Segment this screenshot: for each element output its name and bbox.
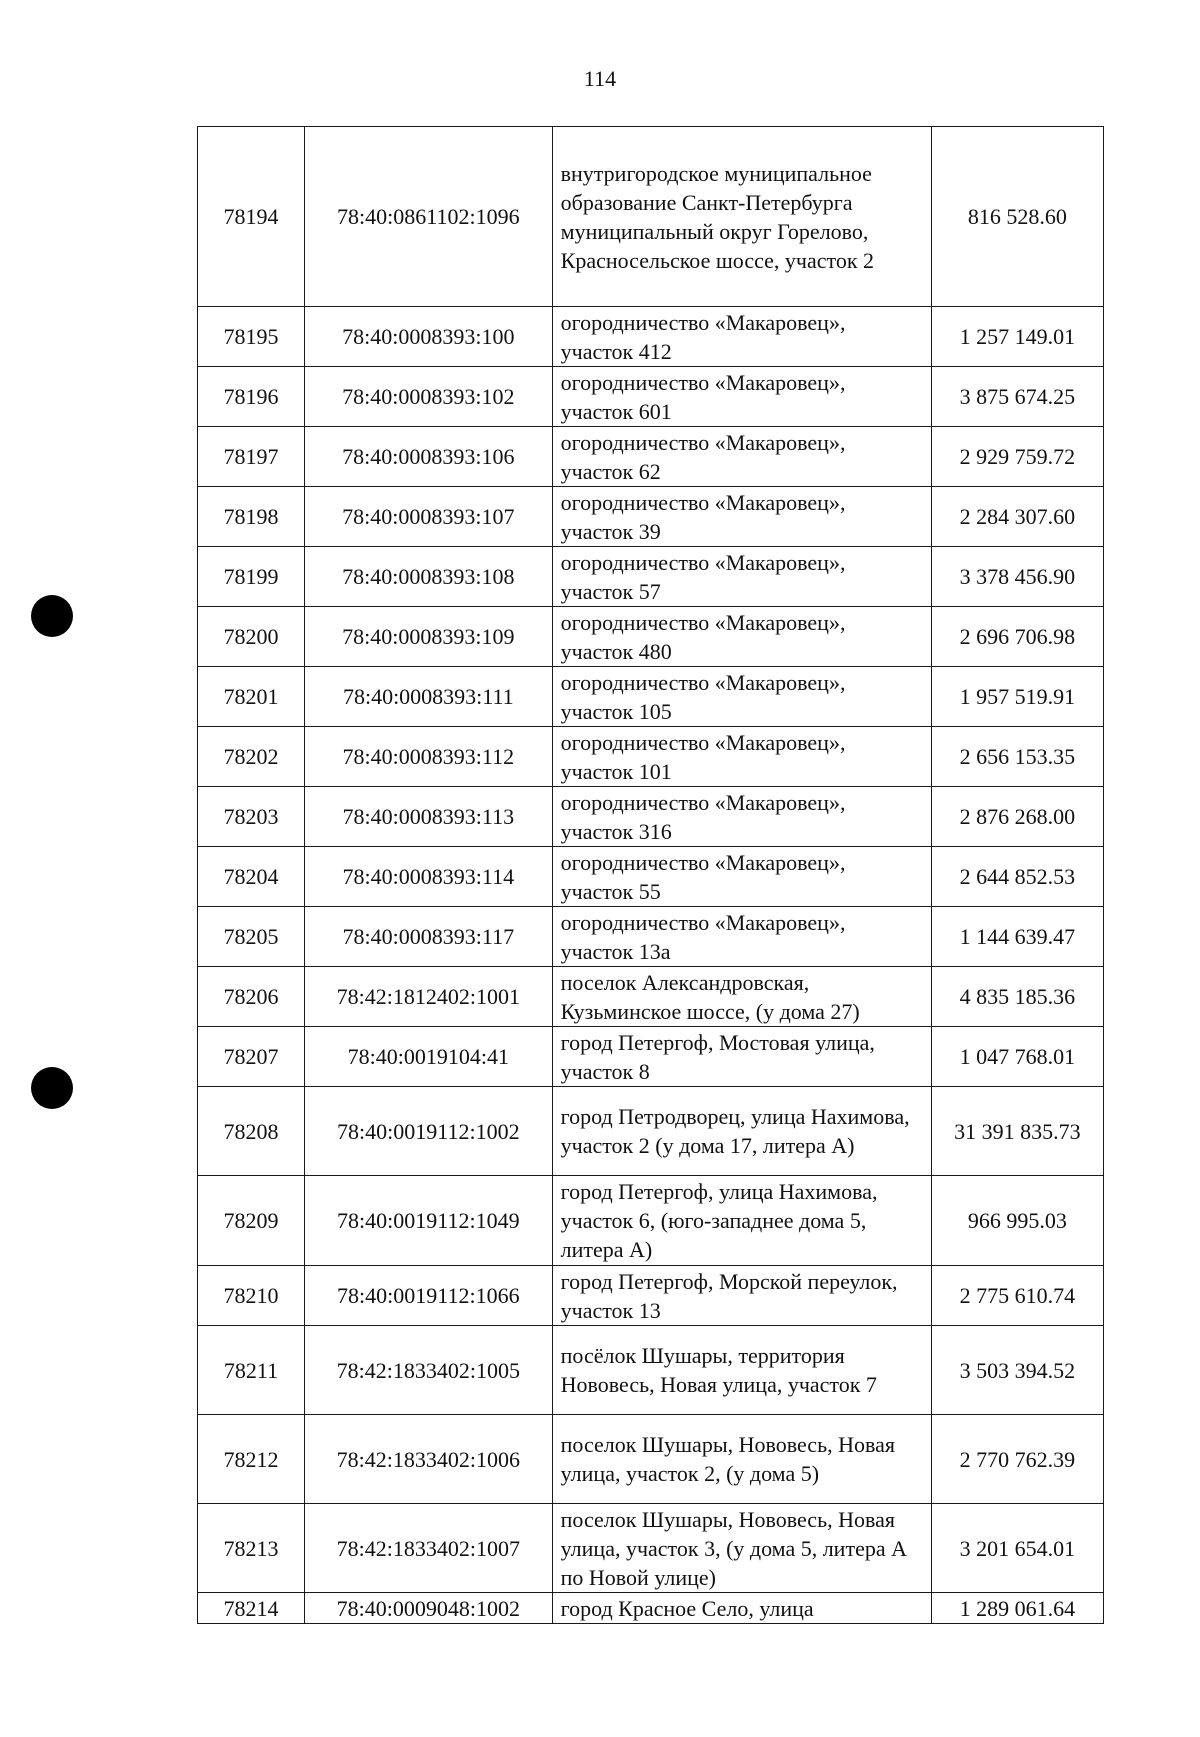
address-cell: огородничество «Макаровец», участок 105 [552, 667, 931, 727]
row-id-cell: 78212 [198, 1415, 305, 1504]
cadastral-number-cell: 78:40:0008393:111 [305, 667, 553, 727]
table-row [198, 307, 1104, 367]
cadastral-number-cell: 78:40:0008393:108 [305, 547, 553, 607]
table-row [198, 907, 1104, 967]
table-row [198, 1176, 1104, 1266]
table-row [198, 547, 1104, 607]
cadastral-number-cell: 78:40:0019112:1002 [305, 1087, 553, 1176]
row-id-cell: 78194 [198, 127, 305, 307]
value-cell: 31 391 835.73 [931, 1087, 1103, 1176]
row-id-cell: 78198 [198, 487, 305, 547]
cadastral-number-cell: 78:40:0008393:102 [305, 367, 553, 427]
value-cell: 2 929 759.72 [931, 427, 1103, 487]
address-cell: город Петродворец, улица Нахимова, участок 2 (у дома 17, литера А) [552, 1087, 931, 1176]
cadastral-number-cell: 78:42:1833402:1007 [305, 1504, 553, 1593]
value-cell: 2 770 762.39 [931, 1415, 1103, 1504]
value-cell: 1 047 768.01 [931, 1027, 1103, 1087]
row-id-cell: 78204 [198, 847, 305, 907]
address-cell: огородничество «Макаровец», участок 480 [552, 607, 931, 667]
value-cell: 2 876 268.00 [931, 787, 1103, 847]
value-cell: 3 378 456.90 [931, 547, 1103, 607]
value-cell: 1 144 639.47 [931, 907, 1103, 967]
registry-table-body [198, 127, 1104, 1624]
table-row [198, 367, 1104, 427]
table-row [198, 127, 1104, 307]
address-cell: внутригородское муниципальное образование Санкт-Петербурга муниципальный округ Горелово, Красносельское шоссе, участок 2 [552, 127, 931, 307]
table-row [198, 1266, 1104, 1326]
address-cell: поселок Шушары, Нововесь, Новая улица, участок 2, (у дома 5) [552, 1415, 931, 1504]
table-row [198, 487, 1104, 547]
row-id-cell: 78196 [198, 367, 305, 427]
cadastral-number-cell: 78:40:0009048:1002 [305, 1593, 553, 1624]
address-cell: город Петергоф, улица Нахимова, участок 6, (юго-западнее дома 5, литера А) [552, 1176, 931, 1266]
row-id-cell: 78210 [198, 1266, 305, 1326]
table-row [198, 1326, 1104, 1415]
value-cell: 2 696 706.98 [931, 607, 1103, 667]
table-row [198, 607, 1104, 667]
table-row [198, 1504, 1104, 1593]
cadastral-number-cell: 78:40:0008393:109 [305, 607, 553, 667]
address-cell: город Петергоф, Мостовая улица, участок 8 [552, 1027, 931, 1087]
table-row [198, 967, 1104, 1027]
registry-table [197, 126, 1104, 1624]
address-cell: огородничество «Макаровец», участок 57 [552, 547, 931, 607]
row-id-cell: 78208 [198, 1087, 305, 1176]
cadastral-number-cell: 78:40:0008393:113 [305, 787, 553, 847]
value-cell: 2 656 153.35 [931, 727, 1103, 787]
cadastral-number-cell: 78:40:0008393:112 [305, 727, 553, 787]
table-row [198, 1087, 1104, 1176]
value-cell: 1 289 061.64 [931, 1593, 1103, 1624]
row-id-cell: 78199 [198, 547, 305, 607]
address-cell: огородничество «Макаровец», участок 55 [552, 847, 931, 907]
page-number: 114 [583, 66, 617, 91]
table-row [198, 1027, 1104, 1087]
row-id-cell: 78213 [198, 1504, 305, 1593]
address-cell: посёлок Шушары, территория Нововесь, Новая улица, участок 7 [552, 1326, 931, 1415]
value-cell: 816 528.60 [931, 127, 1103, 307]
table-row [198, 1415, 1104, 1504]
row-id-cell: 78201 [198, 667, 305, 727]
table-row [198, 787, 1104, 847]
table-row [198, 1593, 1104, 1624]
row-id-cell: 78209 [198, 1176, 305, 1266]
cadastral-number-cell: 78:40:0008393:117 [305, 907, 553, 967]
row-id-cell: 78206 [198, 967, 305, 1027]
table-row [198, 667, 1104, 727]
address-cell: огородничество «Макаровец», участок 62 [552, 427, 931, 487]
address-cell: огородничество «Макаровец», участок 13а [552, 907, 931, 967]
punch-hole-bottom [31, 1067, 73, 1109]
address-cell: огородничество «Макаровец», участок 601 [552, 367, 931, 427]
value-cell: 2 284 307.60 [931, 487, 1103, 547]
table-row [198, 727, 1104, 787]
row-id-cell: 78207 [198, 1027, 305, 1087]
row-id-cell: 78203 [198, 787, 305, 847]
punch-hole-top [31, 595, 73, 637]
value-cell: 1 957 519.91 [931, 667, 1103, 727]
value-cell: 3 503 394.52 [931, 1326, 1103, 1415]
value-cell: 4 835 185.36 [931, 967, 1103, 1027]
row-id-cell: 78200 [198, 607, 305, 667]
row-id-cell: 78211 [198, 1326, 305, 1415]
address-cell: огородничество «Макаровец», участок 39 [552, 487, 931, 547]
value-cell: 2 644 852.53 [931, 847, 1103, 907]
table-row [198, 427, 1104, 487]
value-cell: 2 775 610.74 [931, 1266, 1103, 1326]
cadastral-number-cell: 78:40:0008393:100 [305, 307, 553, 367]
cadastral-number-cell: 78:40:0008393:114 [305, 847, 553, 907]
cadastral-number-cell: 78:40:0861102:1096 [305, 127, 553, 307]
row-id-cell: 78214 [198, 1593, 305, 1624]
address-cell: огородничество «Макаровец», участок 412 [552, 307, 931, 367]
value-cell: 3 201 654.01 [931, 1504, 1103, 1593]
value-cell: 3 875 674.25 [931, 367, 1103, 427]
cadastral-number-cell: 78:40:0008393:107 [305, 487, 553, 547]
address-cell: город Петергоф, Морской переулок, участок 13 [552, 1266, 931, 1326]
value-cell: 966 995.03 [931, 1176, 1103, 1266]
row-id-cell: 78202 [198, 727, 305, 787]
cadastral-number-cell: 78:40:0019104:41 [305, 1027, 553, 1087]
row-id-cell: 78205 [198, 907, 305, 967]
address-cell: поселок Александровская, Кузьминское шоссе, (у дома 27) [552, 967, 931, 1027]
row-id-cell: 78197 [198, 427, 305, 487]
row-id-cell: 78195 [198, 307, 305, 367]
cadastral-number-cell: 78:42:1812402:1001 [305, 967, 553, 1027]
value-cell: 1 257 149.01 [931, 307, 1103, 367]
cadastral-number-cell: 78:42:1833402:1005 [305, 1326, 553, 1415]
address-cell: огородничество «Макаровец», участок 316 [552, 787, 931, 847]
cadastral-number-cell: 78:40:0019112:1066 [305, 1266, 553, 1326]
address-cell: город Красное Село, улица [552, 1593, 931, 1624]
address-cell: поселок Шушары, Нововесь, Новая улица, участок 3, (у дома 5, литера А по Новой улице) [552, 1504, 931, 1593]
address-cell: огородничество «Макаровец», участок 101 [552, 727, 931, 787]
table-row [198, 847, 1104, 907]
cadastral-number-cell: 78:42:1833402:1006 [305, 1415, 553, 1504]
cadastral-number-cell: 78:40:0008393:106 [305, 427, 553, 487]
cadastral-number-cell: 78:40:0019112:1049 [305, 1176, 553, 1266]
